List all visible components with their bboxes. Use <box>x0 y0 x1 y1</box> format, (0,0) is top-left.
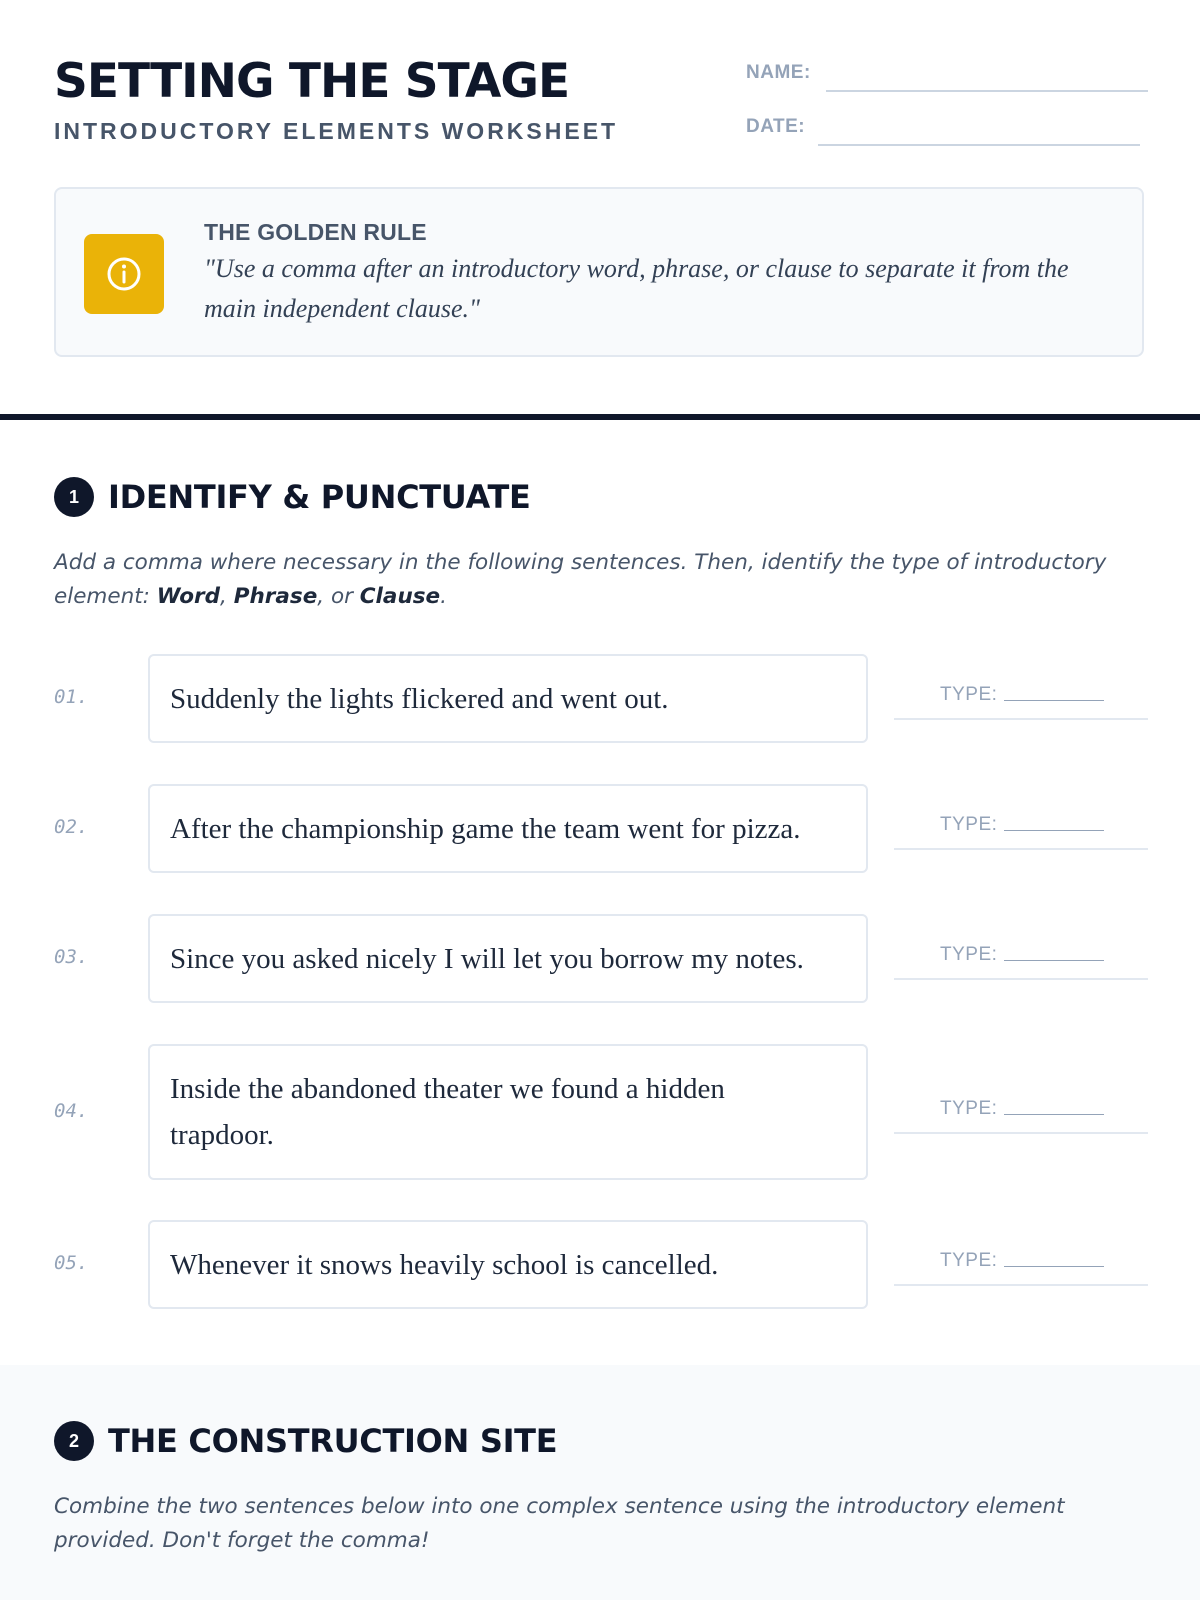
page-title: SETTING THE STAGE <box>54 54 570 109</box>
golden-rule-text: "Use a comma after an introductory word, phrase, or clause to separate it from the main independent clause." <box>204 254 1069 323</box>
date-line[interactable] <box>818 144 1140 146</box>
type-label: TYPE: <box>940 814 998 835</box>
worksheet-header <box>54 52 1148 152</box>
term-clause: Clause <box>359 584 441 609</box>
section1-instructions <box>54 546 1154 614</box>
golden-rule-box <box>54 187 1144 357</box>
item-number: 01. <box>54 686 89 708</box>
section2-heading <box>54 1421 557 1461</box>
type-blank[interactable] <box>1004 700 1104 701</box>
type-label: TYPE: <box>940 684 998 705</box>
type-blank[interactable] <box>1004 830 1104 831</box>
instructions-end: . <box>440 584 447 609</box>
type-answer-field[interactable] <box>894 938 1148 980</box>
section1-heading <box>54 477 531 517</box>
section1-title: IDENTIFY & PUNCTUATE <box>108 478 531 516</box>
page-subtitle: INTRODUCTORY ELEMENTS WORKSHEET <box>54 118 619 144</box>
item-number: 03. <box>54 946 89 968</box>
sentence-box[interactable]: Since you asked nicely I will let you borrow my notes. <box>148 914 868 1003</box>
name-label: NAME: <box>746 62 811 83</box>
item-number: 05. <box>54 1252 89 1274</box>
info-icon <box>84 234 164 314</box>
golden-rule-heading: THE GOLDEN RULE <box>204 219 427 245</box>
type-blank[interactable] <box>1004 1114 1104 1115</box>
type-answer-field[interactable] <box>894 1092 1148 1134</box>
section2-title: THE CONSTRUCTION SITE <box>108 1422 558 1460</box>
type-blank[interactable] <box>1004 960 1104 961</box>
name-field[interactable] <box>746 56 1148 96</box>
type-answer-field[interactable] <box>894 1244 1148 1286</box>
date-label: DATE: <box>746 116 806 137</box>
section2-instructions: Combine the two sentences below into one complex sentence using the introductory element provided. Don't forget the comma! <box>54 1494 1065 1553</box>
item-number: 04. <box>54 1100 89 1122</box>
type-answer-field[interactable] <box>894 678 1148 720</box>
instructions-text: Add a comma where necessary in the following sentences. Then, identify the type of introductory element: <box>54 550 1107 609</box>
section2-background <box>0 1365 1200 1600</box>
section1-number-badge: 1 <box>54 477 94 517</box>
sentence-box[interactable]: Inside the abandoned theater we found a hidden trapdoor. <box>148 1044 868 1180</box>
type-answer-field[interactable] <box>894 808 1148 850</box>
term-word: Word <box>156 584 221 609</box>
date-field[interactable] <box>746 110 1148 150</box>
section2-number-badge: 2 <box>54 1421 94 1461</box>
type-blank[interactable] <box>1004 1266 1104 1267</box>
sentence-box[interactable]: Suddenly the lights flickered and went out. <box>148 654 868 743</box>
term-phrase: Phrase <box>233 584 318 609</box>
item-number: 02. <box>54 816 89 838</box>
name-line[interactable] <box>826 90 1148 92</box>
type-label: TYPE: <box>940 1098 998 1119</box>
section-divider <box>0 414 1200 420</box>
instructions-sep: , or <box>317 584 360 609</box>
type-label: TYPE: <box>940 944 998 965</box>
type-label: TYPE: <box>940 1250 998 1271</box>
instructions-sep: , <box>220 584 234 609</box>
sentence-box[interactable]: Whenever it snows heavily school is cancelled. <box>148 1220 868 1309</box>
sentence-box[interactable]: After the championship game the team went for pizza. <box>148 784 868 873</box>
